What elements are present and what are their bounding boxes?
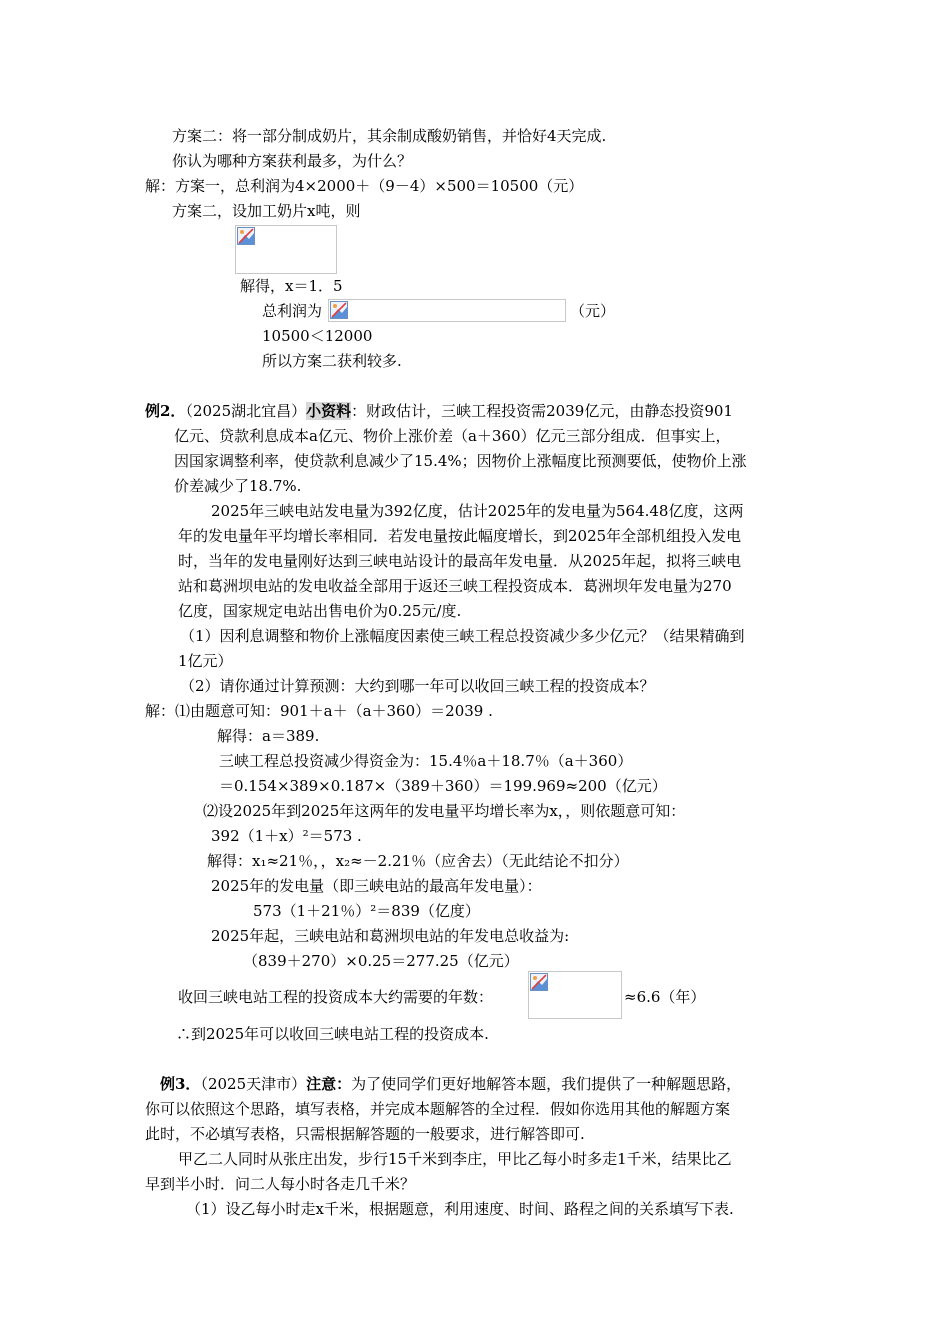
example2-label: 例2．	[145, 402, 186, 420]
example2-solution-line: 解：⑴由题意可知：901＋a＋（a＋360）＝2039 .	[145, 702, 493, 720]
example2-solution-line: 三峡工程总投资减少得资金为：15.4％a＋18.7％（a＋360）	[219, 752, 633, 770]
example3-tag: 注意：	[306, 1075, 352, 1093]
example2-solution-line: 解得：x₁≈21％，，x₂≈－2.21％（应舍去）（无此结论不扣分）	[207, 852, 629, 870]
example2-solution-line: 573（1＋21％）²＝839（亿度）	[253, 902, 480, 920]
example3-label: 例3．	[160, 1075, 201, 1093]
example3-source: （2025天津市）	[200, 1075, 307, 1093]
example3-question1: （1）设乙每小时走x千米，根据题意，利用速度、时间、路程之间的关系填写下表.	[186, 1200, 734, 1218]
comparison: 10500＜12000	[262, 327, 373, 345]
example2-solution-line: 解得：a＝389.	[217, 727, 320, 745]
solved-x: 解得，x＝1．5	[240, 277, 343, 295]
example2-solution-line: ⑵设2025年到2025年这两年的发电量平均增长率为x，，则依题意可知：	[203, 802, 686, 820]
example3-p2-line: 早到半小时．问二人每小时各走几千米？	[145, 1175, 416, 1193]
example2-p1-line: 亿元、贷款利息成本a亿元、物价上涨价差（a＋360）亿元三部分组成．但事实上，	[174, 427, 731, 445]
example2-p1-line: 因国家调整利率，使贷款利息减少了15.4%；因物价上涨幅度比预测要低，使物价上涨	[174, 452, 747, 470]
example3-heading	[160, 1074, 741, 1094]
example2-solution-line: （839＋270）×0.25＝277.25（亿元）	[243, 952, 519, 970]
conclusion: 所以方案二获利较多.	[262, 352, 402, 370]
plan2-text: 方案二：将一部分制成奶片，其余制成酸奶销售，并恰好4天完成.	[172, 127, 607, 145]
profit-formula-placeholder	[328, 299, 566, 322]
example3-p1-line: 为了使同学们更好地解答本题，我们提供了一种解题思路，	[351, 1075, 742, 1093]
example2-heading	[145, 401, 733, 421]
example2-p1-line: 价差减少了18.7%.	[174, 477, 302, 495]
example2-solution-line: 2025年的发电量（即三峡电站的最高年发电量）：	[211, 877, 542, 895]
example2-question1-cont: 1亿元）	[178, 652, 233, 670]
solution-plan2: 方案二，设加工奶片x吨，则	[172, 202, 361, 220]
question-text: 你认为哪种方案获利最多，为什么？	[172, 152, 413, 170]
example2-p1-line: ：财政估计，三峡工程投资需2039亿元，由静态投资901	[351, 402, 733, 420]
example3-p1-line: 此时，不必填写表格，只需根据解答题的一般要求，进行解答即可.	[145, 1125, 585, 1143]
broken-image-icon	[330, 301, 348, 319]
total-profit-prefix: 总利润为	[262, 302, 323, 320]
broken-image-icon	[530, 973, 548, 991]
example2-p2-line: 年的发电量年平均增长率相同．若发电量按此幅度增长，到2025年全部机组投入发电	[178, 527, 742, 545]
years-formula-placeholder	[528, 971, 622, 1019]
years-suffix: ≈6.6（年）	[624, 988, 706, 1006]
example2-p2-line: 时，当年的发电量刚好达到三峡电站设计的最高年发电量．从2025年起，拟将三峡电	[178, 552, 742, 570]
example2-tag: 小资料	[306, 402, 352, 420]
example2-solution-line: 392（1＋x）²＝573 .	[211, 827, 362, 845]
years-prefix: 收回三峡电站工程的投资成本大约需要的年数：	[178, 988, 494, 1006]
example2-source: （2025湖北宜昌）	[185, 402, 307, 420]
broken-image-icon	[237, 227, 255, 245]
solution-plan1: 解：方案一，总利润为4×2000＋（9－4）×500＝10500（元）	[145, 177, 584, 195]
example2-p2-line: 2025年三峡电站发电量为392亿度，估计2025年的发电量为564.48亿度，这两	[211, 502, 744, 520]
example2-solution-line: 2025年起，三峡电站和葛洲坝电站的年发电总收益为:	[211, 927, 570, 945]
example2-solution-line: ＝0.154×389×0.187×（389＋360）＝199.969≈200（亿元）	[219, 777, 667, 795]
example3-p1-line: 你可以依照这个思路，填写表格，并完成本题解答的全过程．假如你选用其他的解题方案	[145, 1100, 731, 1118]
example2-question2: （2）请你通过计算预测：大约到哪一年可以收回三峡工程的投资成本？	[180, 677, 655, 695]
example2-question1: （1）因利息调整和物价上涨幅度因素使三峡工程总投资减少多少亿元？（结果精确到	[180, 627, 745, 645]
example2-p2-line: 亿度，国家规定电站出售电价为0.25元/度.	[178, 602, 462, 620]
example3-p2-line: 甲乙二人同时从张庄出发，步行15千米到李庄，甲比乙每小时多走1千米，结果比乙	[178, 1150, 732, 1168]
example2-p2-line: 站和葛洲坝电站的发电收益全部用于返还三峡工程投资成本．葛洲坝年发电量为270	[178, 577, 732, 595]
total-profit-unit: （元）	[570, 302, 616, 320]
example2-final: ∴到2025年可以收回三峡电站工程的投资成本.	[176, 1025, 489, 1043]
equation-image-placeholder	[235, 225, 337, 274]
